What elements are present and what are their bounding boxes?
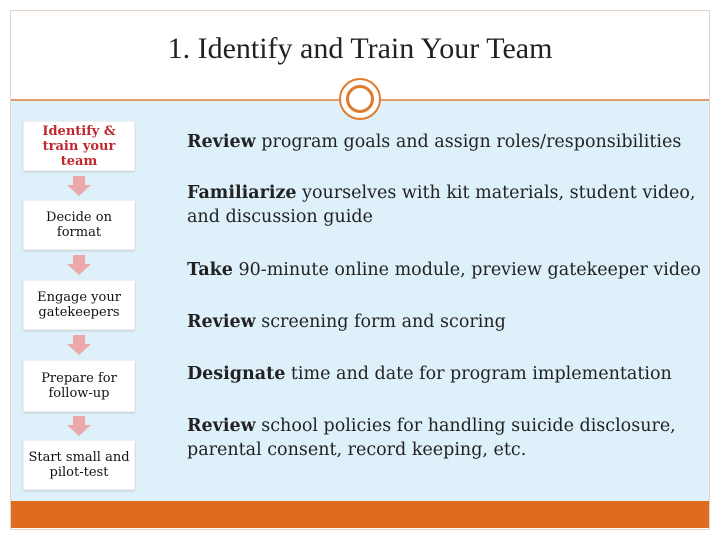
task-keyword: Familiarize [187,183,297,203]
task-text: school policies for handling suicide disclosure, parental consent, record keeping, etc. [187,416,676,460]
ring-ornament-icon [339,78,381,120]
task-keyword: Review [187,132,256,152]
step-label: Start small and pilot-test [28,450,130,480]
task-text: time and date for program implementation [285,364,672,384]
task-item [187,310,707,334]
task-item [187,258,707,282]
step-prepare-follow-up [23,360,135,412]
down-arrow-icon [67,176,91,196]
slide-title: 1. Identify and Train Your Team [167,32,553,65]
task-item [187,130,707,154]
down-arrow-icon [67,416,91,436]
step-pilot-test [23,440,135,490]
task-item [187,414,692,462]
task-keyword: Take [187,260,233,280]
step-label: Engage your gatekeepers [37,290,121,320]
task-keyword: Review [187,312,256,332]
ring-inner [346,85,374,113]
task-text: 90-minute online module, preview gatekeeper video [232,260,701,280]
step-decide-format [23,200,135,250]
step-label: Decide on format [46,210,112,240]
task-item [187,362,707,386]
footer-bar [11,501,709,528]
down-arrow-icon [67,335,91,355]
down-arrow-icon [67,255,91,275]
step-label: Prepare for follow-up [41,371,117,401]
task-text: yourselves with kit materials, student video, and discussion guide [187,183,696,227]
task-keyword: Review [187,416,256,436]
task-text: screening form and scoring [255,312,506,332]
task-text: program goals and assign roles/responsibilities [255,132,682,152]
step-label: Identify & train your team [42,123,116,169]
task-keyword: Designate [187,364,286,384]
task-item [187,181,702,229]
step-identify-train [23,121,135,171]
step-engage-gatekeepers [23,280,135,330]
